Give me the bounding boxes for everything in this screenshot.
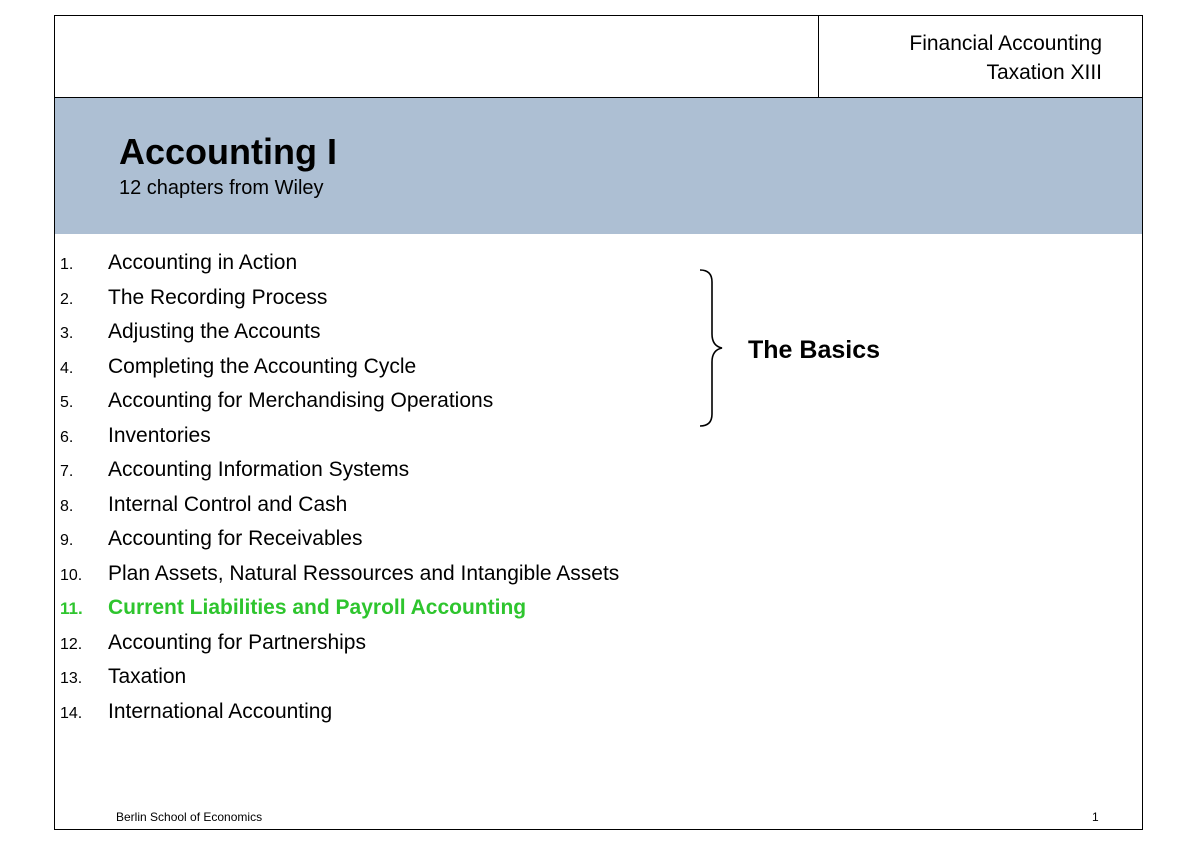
chapter-item — [60, 388, 619, 423]
curly-brace-icon — [698, 268, 728, 428]
chapter-number: 1. — [60, 256, 74, 273]
chapter-label: Current Liabilities and Payroll Accounting — [108, 596, 527, 619]
chapter-number: 14. — [60, 704, 83, 722]
chapter-label: Taxation — [108, 665, 187, 688]
chapter-item-highlighted — [60, 595, 619, 630]
chapter-label: Inventories — [108, 423, 211, 447]
group-label-basics: The Basics — [748, 336, 881, 364]
chapter-item — [60, 630, 619, 665]
chapter-list — [60, 250, 619, 733]
chapter-number: 3. — [60, 325, 74, 342]
chapter-item — [60, 250, 619, 285]
chapter-item — [60, 699, 619, 734]
chapter-label: Internal Control and Cash — [108, 492, 348, 516]
chapter-number: 13. — [60, 670, 83, 687]
chapter-label: Accounting for Merchandising Operations — [108, 389, 494, 412]
chapter-number: 11. — [60, 599, 83, 618]
chapter-item — [60, 492, 619, 527]
title-band — [55, 98, 1142, 234]
chapter-label: Accounting for Receivables — [108, 527, 363, 550]
chapter-label: Completing the Accounting Cycle — [108, 354, 417, 378]
course-line-2: Taxation XIII — [986, 61, 1102, 84]
chapter-label: Accounting Information Systems — [108, 458, 410, 481]
chapter-number: 8. — [60, 497, 74, 515]
chapter-number: 4. — [60, 359, 74, 377]
chapter-number: 10. — [60, 566, 83, 584]
chapter-item — [60, 354, 619, 389]
chapter-item — [60, 285, 619, 320]
chapter-label: The Recording Process — [108, 285, 328, 309]
course-line-1: Financial Accounting — [909, 32, 1102, 55]
chapter-item — [60, 526, 619, 561]
chapter-item — [60, 319, 619, 354]
slide-title: Accounting I — [119, 131, 337, 172]
chapter-label: Accounting in Action — [108, 251, 298, 274]
chapter-item — [60, 664, 619, 699]
chapter-label: Adjusting the Accounts — [108, 320, 321, 343]
chapter-number: 6. — [60, 428, 74, 446]
header-divider — [818, 16, 819, 97]
page-number: 1 — [1092, 810, 1099, 824]
chapter-number: 7. — [60, 463, 74, 480]
chapter-number: 2. — [60, 290, 74, 308]
chapter-number: 12. — [60, 635, 83, 653]
chapter-item — [60, 457, 619, 492]
chapter-number: 5. — [60, 394, 74, 411]
header-box — [55, 16, 1142, 98]
chapter-label: Plan Assets, Natural Ressources and Intangible Assets — [108, 561, 620, 585]
chapter-label: International Accounting — [108, 699, 333, 723]
chapter-label: Accounting for Partnerships — [108, 630, 366, 654]
chapter-number: 9. — [60, 532, 74, 549]
slide-subtitle: 12 chapters from Wiley — [119, 177, 324, 199]
chapter-item — [60, 561, 619, 596]
chapter-item — [60, 423, 619, 458]
footer-school: Berlin School of Economics — [116, 810, 263, 824]
course-name — [909, 29, 1102, 87]
